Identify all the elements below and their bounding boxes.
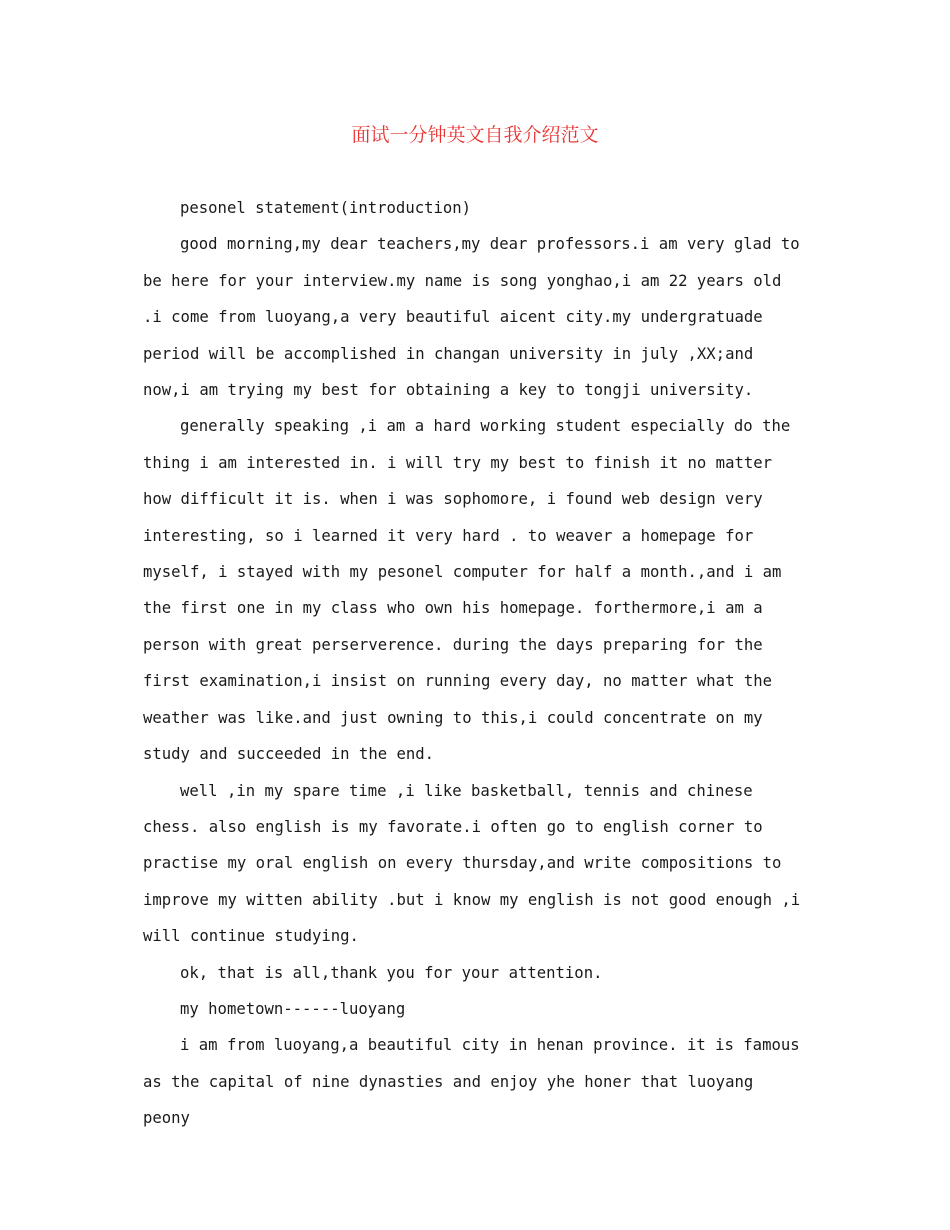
paragraph-greeting: good morning,my dear teachers,my dear professors.i am very glad to be here for your interview.my name is song yonghao,i am 22 years old .i come from luoyang,a very beautiful aicent city.my undergratuade period will be accomplished in changan university in july ,XX;and now,i am trying my best for obtaining a key to tongji university. bbox=[143, 235, 800, 400]
paragraph-hobbies: well ,in my spare time ,i like basketball, tennis and chinese chess. also english is my favorate.i often go to english corner to practise my oral english on every thursday,and write compositions to improve my witten ability .but i know my english is not good enough ,i will continue studying. bbox=[143, 781, 801, 946]
document-title: 面试一分钟英文自我介绍范文 bbox=[351, 124, 599, 146]
paragraph-heading-hometown: my hometown------luoyang bbox=[180, 999, 406, 1018]
paragraph-personality: generally speaking ,i am a hard working student especially do the thing i am interested in. i will try my best to finish it no matter how difficult it is. when i was sophomore, i found web design very interesting, so i learned it very hard . to weaver a homepage for myself, i stayed with my pesonel computer for half a month.,and i am the first one in my class who own his homepage. forthermore,i am a person with great perserverence. during the days preparing for the first examination,i insist on running every day, no matter what the weather was like.and just owning to this,i could concentrate on my study and succeeded in the end. bbox=[143, 417, 791, 764]
paragraph-hometown: i am from luoyang,a beautiful city in henan province. it is famous as the capital of nine dynasties and enjoy yhe honer that luoyang peony bbox=[143, 1036, 800, 1128]
paragraph-closing: ok, that is all,thank you for your attention. bbox=[180, 963, 603, 982]
document-body bbox=[143, 190, 808, 1137]
paragraph-heading-statement: pesonel statement(introduction) bbox=[180, 199, 472, 217]
